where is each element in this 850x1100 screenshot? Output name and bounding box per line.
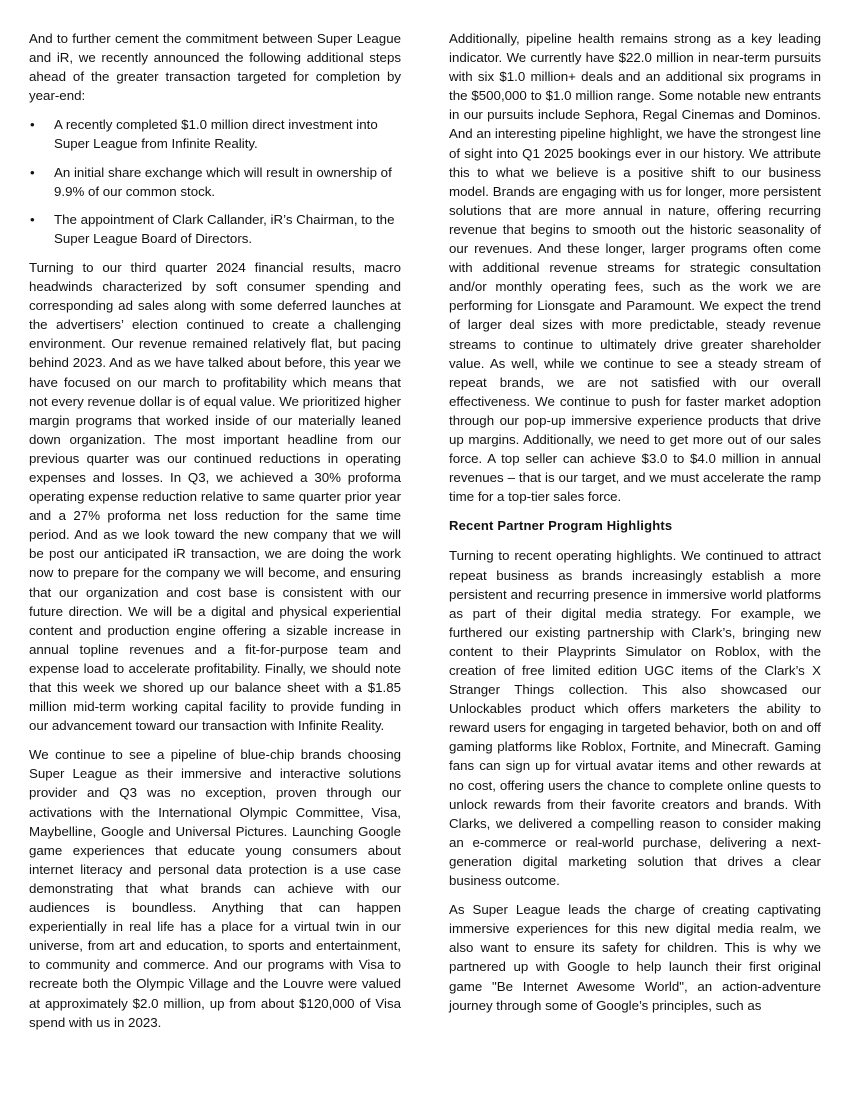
bullet-board-appointment: • The appointment of Clark Callander, iR’s Chairman, to the Super League Board of Directors.	[29, 210, 401, 248]
left-column	[29, 29, 401, 1042]
intro-paragraph: And to further cement the commitment between Super League and iR, we recently announced the following additional steps ahead of the greater transaction targeted for completion by year-end:	[29, 31, 401, 104]
pipeline-health-paragraph: Additionally, pipeline health remains strong as a key leading indicator. We currently have $22.0 million in near-term pursuits with six $1.0 million+ deals and an additional six programs in the $500,000 to $1.0 million range. Some notable new entrants in our pursuits include Sephora, Regal Cinemas and Dominos. And an interesting pipeline highlight, we have the strongest line of sight into Q1 2025 bookings ever in our history. We attribute this to what we believe is a positive shift to our business model. Brands are engaging with us for longer, more persistent solutions that are more annual in nature, offering recurring revenue that begins to smooth out the historic seasonality of our revenues. And these longer, larger programs often come with additional revenue streams for strategic consultation and/or monthly operating fees, such as the work we are performing for Lionsgate and Paramount. We expect the trend of larger deal sizes with more predictable, steady revenue streams to continue to ultimately drive greater shareholder value. As well, while we continue to see a steady stream of repeat brands, we are not satisfied with our overall effectiveness. We continue to push for faster market adoption through our pop-up immersive experience products that drive up margins. Additionally, we need to get more out of our sales force. A top seller can achieve $3.0 to $4.0 million in annual revenues – that is our target, and we must accelerate the ramp time for a top-tier sales force.	[449, 31, 821, 505]
bullet-direct-investment: • A recently completed $1.0 million direct investment into Super League from Infinite Reality.	[29, 115, 401, 153]
section-heading: Recent Partner Program Highlights	[449, 518, 673, 534]
right-column	[449, 29, 821, 1025]
operating-highlights-paragraph: Turning to recent operating highlights. We continued to attract repeat business as brands increasingly establish a more persistent and recurring presence in immersive world platforms as part of their digital media strategy. For example, we furthered our existing partnership with Clark’s, bringing new content to their Playprints Simulator on Roblox, with the creation of free limited edition UGC items of the Clark’s X Stranger Things collection. This also showcased our Unlockables product which offers marketers the ability to reward users for engaging in targeted behavior, both on and off gaming platforms like Roblox, Fortnite, and Minecraft. Gaming fans can sign up for virtual avatar items and other rewards at no cost, offering users the chance to complete online quests to unlock rewards from their favorite creators and brands. With Clarks, we delivered a compelling reason to consider making an e-commerce or real-world purchase, delivering a next-generation digital marketing solution that drives a clear business outcome.	[449, 548, 821, 889]
financial-results-paragraph: Turning to our third quarter 2024 financial results, macro headwinds characterized by soft consumer spending and corresponding ad sales along with some deferred launches at the advertisers’ election continued to create a challenging environment. Our revenue remained relatively flat, but pacing behind 2023. And as we have talked about before, this year we have focused on our march to profitability which means that not every revenue dollar is of equal value. We prioritized higher margin programs that worked inside of our materially leaned down organization. The most important headline from our previous quarter was our continued reductions in operating expenses and losses. In Q3, we achieved a 30% proforma operating expense reduction relative to same quarter prior year and a 27% proforma net loss reduction for the same time period. And as we look toward the new company that we will be post our anticipated iR transaction, we are doing the work now to prepare for the company we will become, and ensuring that our organization and cost base is consistent with our future direction. We will be a digital and physical experiential content and production engine offering a sizable increase in annual topline revenues and a fit-for-purpose team and expense load to accelerate profitability. Finally, we should note that this week we shored up our balance sheet with a $1.85 million mid-term working capital facility to provide funding in our advancement toward our transaction with Infinite Reality.	[29, 259, 401, 734]
bullet-share-exchange: • An initial share exchange which will result in ownership of 9.9% of our common stock.	[29, 163, 401, 201]
pipeline-brands-paragraph: We continue to see a pipeline of blue-chip brands choosing Super League as their immersive and interactive solutions provider and Q3 was no exception, proven through our activations with the International Olympic Committee, Visa, Maybelline, Google and Universal Pictures. Launching Google game experiences that educate young consumers about internet literacy and personal data protection is a use case demonstrating that what brands can achieve with our audiences is boundless. Anything that can happen experientially in real life has a place for a virtual twin in our universe, from art and education, to sports and entertainment, to community and commerce. And our programs with Visa to recreate both the Olympic Village and the Louvre were valued at approximately $2.0 million, up from about $120,000 of Visa spend with us in 2023.	[29, 747, 401, 1030]
google-partnership-paragraph: As Super League leads the charge of creating captivating immersive experiences for this new digital media realm, we also want to ensure its safety for children. This is why we partnered up with Google to help launch their first original game "Be Internet Awesome World", an action-adventure journey through some of Google’s principles, such as	[449, 902, 821, 1013]
transaction-steps-list	[29, 115, 401, 248]
